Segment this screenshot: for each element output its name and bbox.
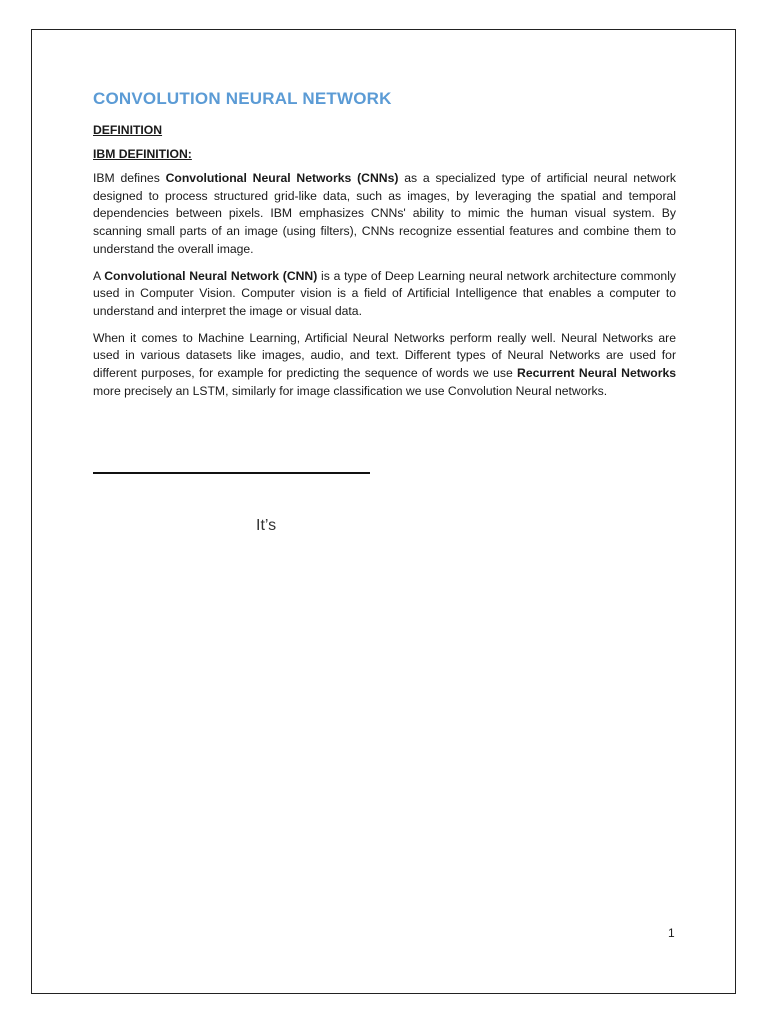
ibm-definition-heading: IBM DEFINITION: [93,147,192,161]
paragraph-text: is a type of Deep Learning neural network architecture commonly used in Computer Vision. Computer vision is a field of Artificial Intelligence that enables a computer to understand and interpret the image or visual data. [93,268,676,318]
paragraph-text: When it comes to Machine Learning, Artificial Neural Networks perform really well. Neural Networks are used in various datasets like images, audio, and text. Different types of Neural Networks are used for different purposes, for example for predicting the sequence of words we use [93,330,676,381]
bold-term-cnns: Convolutional Neural Networks (CNNs) [165,171,399,185]
paragraph-cnn-definition [93,268,676,321]
document-body [93,88,676,409]
paragraph-text: as a specialized type of artificial neural network designed to process structured grid-like data, such as images, by leveraging the spatial and temporal dependencies between pixels. IBM emphasizes CNNs' ability to mimic the human visual system. By scanning small parts of an image (using filters), CNNs recognize essential features and combine them to understand the overall image. [93,171,676,256]
bold-term-cnn: Convolutional Neural Network (CNN) [104,268,318,283]
horizontal-rule [93,472,370,474]
paragraph-ibm-definition [93,170,676,259]
paragraph-text: A [93,268,105,283]
paragraph-text: IBM defines [93,171,166,185]
its-text: It’s [256,517,277,534]
paragraph-text: more precisely an LSTM, similarly for image classification we use Convolution Neural networks. [93,383,608,398]
definition-heading: DEFINITION [93,123,163,137]
document-page [31,29,736,994]
bold-term-rnn: Recurrent Neural Networks [517,366,676,381]
page-number: 1 [668,926,675,940]
document-title: CONVOLUTION NEURAL NETWORK [93,89,392,108]
paragraph-neural-networks [93,330,676,401]
